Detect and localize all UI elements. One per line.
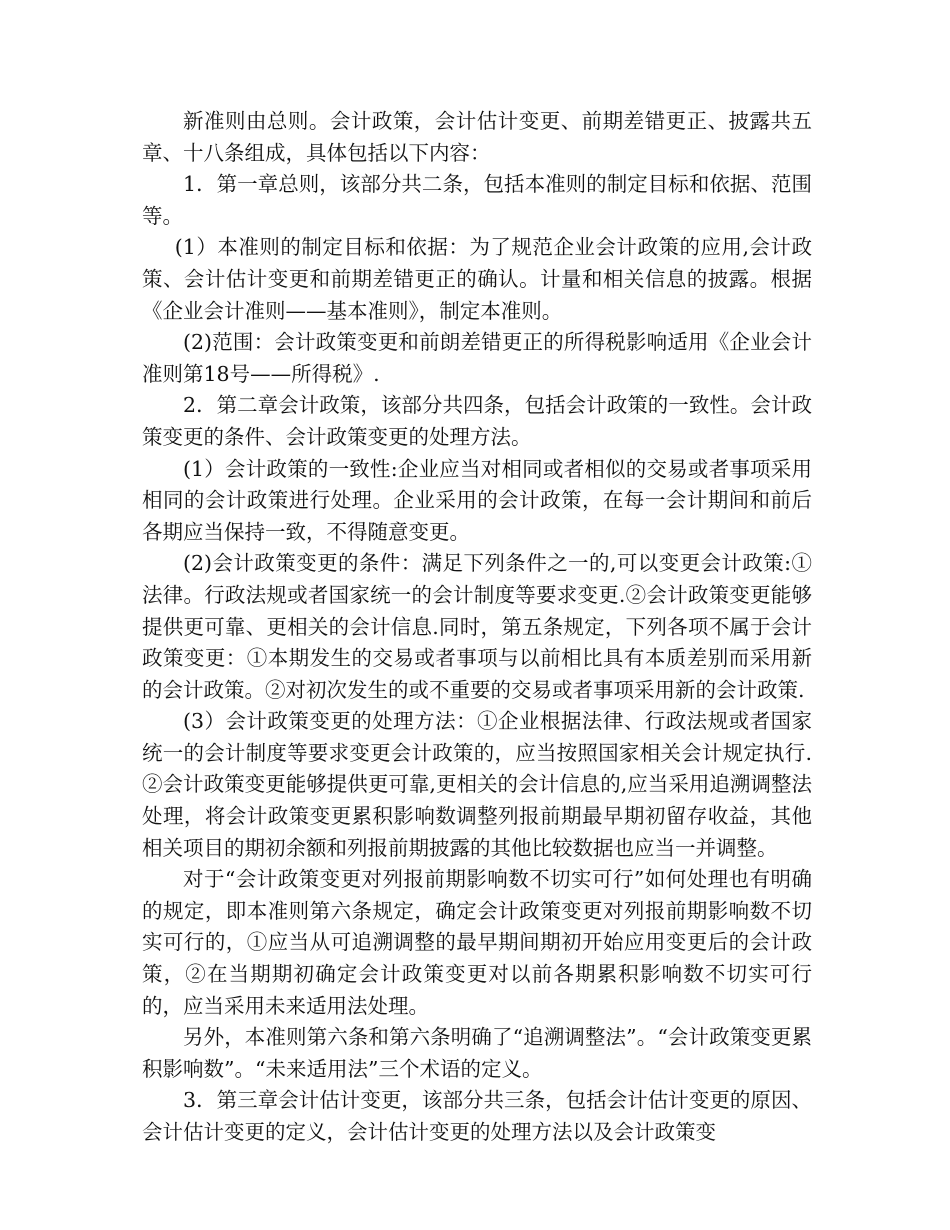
paragraph-chapter-3: 3．第三章会计估计变更，该部分共三条，包括会计估计变更的原因、会计估计变更的定义，会计估计变更的处理方法以及会计政策变 [142, 1088, 812, 1144]
paragraph-chapter-2-item-2: (2)会计政策变更的条件：满足下列条件之一的,可以变更会计政策:①法律。行政法规或者国家统一的会计制度等要求变更.②会计政策变更能够提供更可靠、更相关的会计信息.同时，第五条规定，下列各项不属于会计政策变更：①本期发生的交易或者事项与以前相比具有本质差别而采用新的会计政策。②对初次发生的或不重要的交易或者事项采用新的会计政策. [142, 551, 812, 702]
paragraph-chapter-1-item-1: (1）本准则的制定目标和依据：为了规范企业会计政策的应用,会计政策、会计估计变更和前期差错更正的确认。计量和相关信息的披露。根据《企业会计准则——基本准则》，制定本准则。 [142, 235, 812, 323]
paragraph-terms-note: 另外，本准则第六条和第六条明确了“追溯调整法”。“会计政策变更累积影响数”。“未来适用法”三个术语的定义。 [142, 1025, 812, 1081]
paragraph-chapter-1: 1．第一章总则，该部分共二条，包括本准则的制定目标和依据、范围等。 [142, 172, 812, 228]
paragraph-chapter-2-item-1: (1）会计政策的一致性:企业应当对相同或者相似的交易或者事项采用相同的会计政策进行处理。企业采用的会计政策，在每一会计期间和前后各期应当保持一致，不得随意变更。 [142, 456, 812, 544]
paragraph-impracticable-note: 对于“会计政策变更对列报前期影响数不切实可行”如何处理也有明确的规定，即本准则第六条规定，确定会计政策变更对列报前期影响数不切实可行的，①应当从可追溯调整的最早期间期初开始应用变更后的会计政策，②在当期期初确定会计政策变更对以前各期累积影响数不切实可行的，应当采用未来适用法处理。 [142, 867, 812, 1018]
document-body [142, 106, 812, 1149]
paragraph-chapter-1-item-2: (2)范围：会计政策变更和前朗差错更正的所得税影响适用《企业会计准则第18号——所得税》. [142, 330, 812, 386]
paragraph-chapter-2-item-3: (3）会计政策变更的处理方法：①企业根据法律、行政法规或者国家统一的会计制度等要求变更会计政策的，应当按照国家相关会计规定执行.②会计政策变更能够提供更可靠,更相关的会计信息的,应当采用追溯调整法处理，将会计政策变更累积影响数调整列报前期最早期初留存收益，其他相关项目的期初余额和列报前期披露的其他比较数据也应当一并调整。 [142, 709, 812, 860]
paragraph-chapter-2: 2．第二章会计政策，该部分共四条，包括会计政策的一致性。会计政策变更的条件、会计政策变更的处理方法。 [142, 393, 812, 449]
paragraph-intro: 新准则由总则。会计政策，会计估计变更、前期差错更正、披露共五章、十八条组成，具体包括以下内容： [142, 109, 812, 165]
